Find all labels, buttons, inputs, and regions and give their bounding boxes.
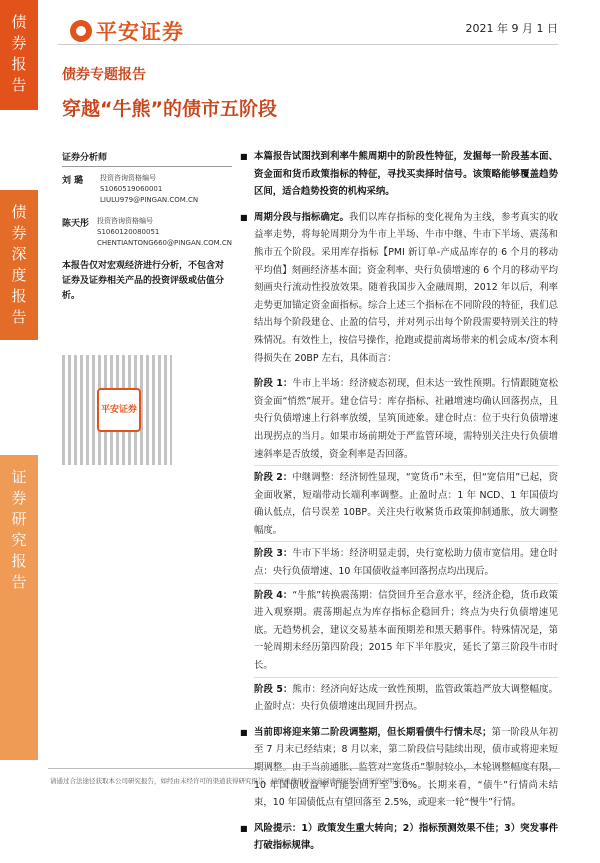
stage-divider [254,541,558,542]
stage-lead: 阶段 5： [254,683,293,695]
sidebar-bottom-label: 证券研究报告 [11,468,27,591]
stage-item [254,375,558,463]
sidebar-top-tab [0,0,38,110]
stage-text: 牛市下半场：经济明显走弱，央行宽松助力债市宽信用。建仓时点：央行负债增速、10 年国债收益率回落拐点均出现后。 [254,548,558,578]
stage-item [254,681,558,716]
analyst-info [97,216,232,249]
header-divider [58,44,558,45]
analyst-heading: 证券分析师 [62,150,232,167]
logo-mark-icon [70,20,92,42]
summary-paragraph [240,148,558,201]
stage-text: 牛市上半场：经济疲态初现，但未达一致性预期。行情跟随宽松资金面“悄然”展开。建仓信号：库存指标、社融增速均确认回落拐点，且央行负债增速上行斜率放缓，呈筑顶迹象。建仓时点：位于央行负债增速出现拐点的当月。如果市场前期处于严监管环境，需特别关注央行负债增速斜率是否放缓，资金利率是否回落。 [254,378,558,460]
stage-lead: 阶段 4： [254,589,293,601]
logo-text: 平安证券 [96,20,184,44]
stage-item [254,587,558,675]
stage-lead: 阶段 1： [254,378,293,390]
analyst-role: 投资咨询资格编号 [97,217,154,225]
stage-text: 熊市：经济向好达成一致性预期，监管政策趋严放大调整幅度。止盈时点：央行负债增速出现回升拐点。 [254,683,558,713]
sidebar-bottom-tab [0,455,38,760]
analyst-column [62,150,232,304]
analyst-entry [62,216,232,249]
cycle-text: 我们以库存指标的变化视角为主线，参考真实的收益率走势，将每轮周期分为牛市上半场、牛市中继、牛市下半场、震荡和熊市五个阶段。采用库存指标【PMI 新订单-产成品库存的 6 个月的移动平均值】刻画经济基本面；资金利率、央行负债增速的 6 个月的移动平均刻画央行流动性投放效果。随着我国步入金融周期，2012 年以后，利率走势更加锚定资金面指标。综合上述三个指标在不同阶段的特征，我们总结出每个阶段建仓、止盈的信号，并对列示出每个阶段需要特别关注的特殊情况。有效性上，按信号操作，抢跑或提前离场带来的机会成本/资本利得损失在 20BP 左右，具体而言： [254,211,558,364]
square-bullet-icon: ■ [240,727,248,737]
analyst-cert: S1060120080051 [97,228,160,236]
analyst-cert: S1060519060001 [100,185,163,193]
risk-paragraph [240,820,558,855]
qr-center-logo: 平安证券 [97,388,141,432]
stage-text: “牛熊”转换震荡期：信贷回升至合意水平，经济企稳，货币政策进入观察期。震荡期起点为库存指标企稳回升；终点为央行负债增速见底。无趋势机会，建议交易基本面预期差和黑天鹅事件。特殊情况是，第一轮周期未经历第四阶段；2015 年下半年股灾，延长了第三阶段牛市时长。 [254,589,558,672]
square-bullet-icon: ■ [240,823,248,833]
analyst-email[interactable]: CHENTIANTONG660@PINGAN.COM.CN [97,239,232,247]
analysis-disclaimer: 本报告仅对宏观经济进行分析，不包含对证券及证券相关产品的投资评级或估值分析。 [62,261,225,301]
stage-divider [254,465,558,466]
stage-text: 中继调整：经济韧性显现，“宽货币”未至，但“宽信用”已起，资金面收紧，短端带动长端利率调整。止盈时点：1 年 NCD、1 年国债均确认低点，信号误差 10BP。关注央行收紧货币政策抑制通胀，放大调整幅度。 [254,472,558,536]
report-type: 债券专题报告 [62,67,146,83]
analyst-email[interactable]: LIULU979@PINGAN.COM.CN [100,196,199,204]
current-lead: 当前即将迎来第二阶段调整期，但长期看债牛行情未尽； [254,726,492,738]
summary-text: 本篇报告试图找到利率牛熊周期中的阶段性特征，发掘每一阶段基本面、资金面和货币政策指标的特征，寻找买卖择时信号。该策略能够覆盖趋势区间，适合趋势投资的机构采纳。 [254,151,558,198]
analyst-role: 投资咨询资格编号 [100,174,156,182]
page-title: 穿越“牛熊”的债市五阶段 [62,98,277,120]
square-bullet-icon: ■ [240,212,248,222]
analyst-name: 刘 璐 [62,176,84,186]
stage-lead: 阶段 3： [254,548,293,560]
current-text: 第一阶段从年初至 7 月末已经结束；8 月以来，第二阶段信号陆续出现，债市或将迎来短 10 年国债收益率可能会回升至 3.0%。长期来看，“债牛”行情尚未结束，10 年国债低点有望回落至 2.5%，或迎来一轮“慢牛”行情。 [254,726,558,809]
footer-note: 请通过合法途径获取本公司研究报告，如经由未经许可的渠道获得研究报告，请慎重使用并注意阅读研究报告尾页的声明内容。 [50,777,414,785]
stage-divider [254,583,558,584]
stage-item [254,545,558,580]
cycle-lead: 周期分段与指标确定。 [254,211,350,223]
square-bullet-icon: ■ [240,152,248,161]
stage-divider [254,677,558,678]
stage-item [254,469,558,539]
analyst-name: 陈天彤 [62,219,90,229]
analyst-entry [62,173,232,206]
risk-text: 风险提示：1）政策发生重大转向；2）指标预测效果不佳；3）突发事件打破指标规律。 [254,822,558,852]
sidebar-mid-label: 债券深度报告 [11,203,27,326]
main-content [240,148,558,863]
analyst-info [100,173,198,206]
sidebar-top-label: 债券报告 [11,13,27,94]
stage-lead: 阶段 2： [254,472,293,484]
report-date: 2021 年 9 月 1 日 [465,22,558,35]
sidebar [0,0,38,800]
footer-divider [48,768,560,769]
company-logo [70,16,184,46]
sidebar-mid-tab [0,190,38,340]
cycle-paragraph [240,209,558,367]
